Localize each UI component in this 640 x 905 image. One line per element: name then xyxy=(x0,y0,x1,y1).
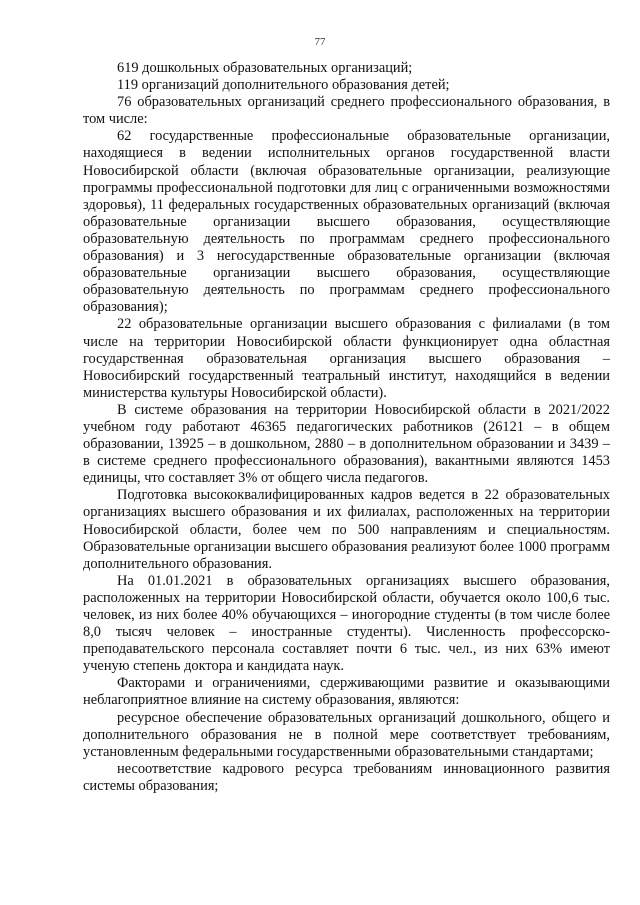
paragraph: 76 образовательных организаций среднего профессионального образования, в том числе: xyxy=(83,94,610,128)
paragraph: В системе образования на территории Новосибирской области в 2021/2022 учебном году работают 46365 педагогических работников (26121 – в общем образовании, 13925 – в дошкольном, 2880 – в дополнительном образовании и 3439 – в системе среднего профессионального образования), вакантными являются 1453 единицы, что составляет 3% от общего числа педагогов. xyxy=(83,401,610,487)
paragraph: 119 организаций дополнительного образования детей; xyxy=(117,77,450,94)
page-number: 77 xyxy=(314,36,326,48)
paragraph: На 01.01.2021 в образовательных организациях высшего образования, расположенных на территории Новосибирской области, обучается около 100,6 тыс. человек, из них более 40% обучающихся – иногородние студенты (в том числе более 8,0 тысяч человек – иностранные студенты). Численность профессорско-преподавательского персонала составляет почти 6 тыс. чел., из них 63% имеют ученую степень доктора и кандидата наук. xyxy=(83,572,610,675)
paragraph: Факторами и ограничениями, сдерживающими развитие и оказывающими неблагоприятное влияние на систему образования, являются: xyxy=(83,675,610,709)
paragraph: 62 государственные профессиональные образовательные организации, находящиеся в ведении исполнительных органов государственной власти Новосибирской области (включая образовательные организации, реализующие программы профессиональной подготовки для лиц с ограниченными возможностями здоровья), 11 федеральных государственных образовательных организаций (включая образовательные организации высшего образования, осуществляющие образовательную деятельность по программам среднего профессионального образования) и 3 негосударственные образовательные организации (включая образовательные организации высшего образования, осуществляющие образовательную деятельность по программам среднего профессионального образования); xyxy=(83,128,610,316)
paragraph: 22 образовательные организации высшего образования с филиалами (в том числе на территории Новосибирской области функционирует одна областная государственная образовательная организация высшего образования – Новосибирский государственный театральный институт, находящийся в ведении министерства культуры Новосибирской области). xyxy=(83,316,610,401)
document-body xyxy=(83,60,610,795)
paragraph: ресурсное обеспечение образовательных организаций дошкольного, общего и дополнительного образования не в полной мере соответствует требованиям, установленным федеральными государственными образовательными стандартами; xyxy=(83,709,610,760)
paragraph: 619 дошкольных образовательных организаций; xyxy=(117,60,413,76)
paragraph: несоответствие кадрового ресурса требованиям инновационного развития системы образования; xyxy=(83,760,610,794)
paragraph: Подготовка высококвалифицированных кадров ведется в 22 образовательных организациях высшего образования и их филиалах, расположенных на территории Новосибирской области, более чем по 500 направлениям и специальностям. Образовательные организации высшего образования реализуют более 1000 программ дополнительного образования. xyxy=(83,487,610,572)
